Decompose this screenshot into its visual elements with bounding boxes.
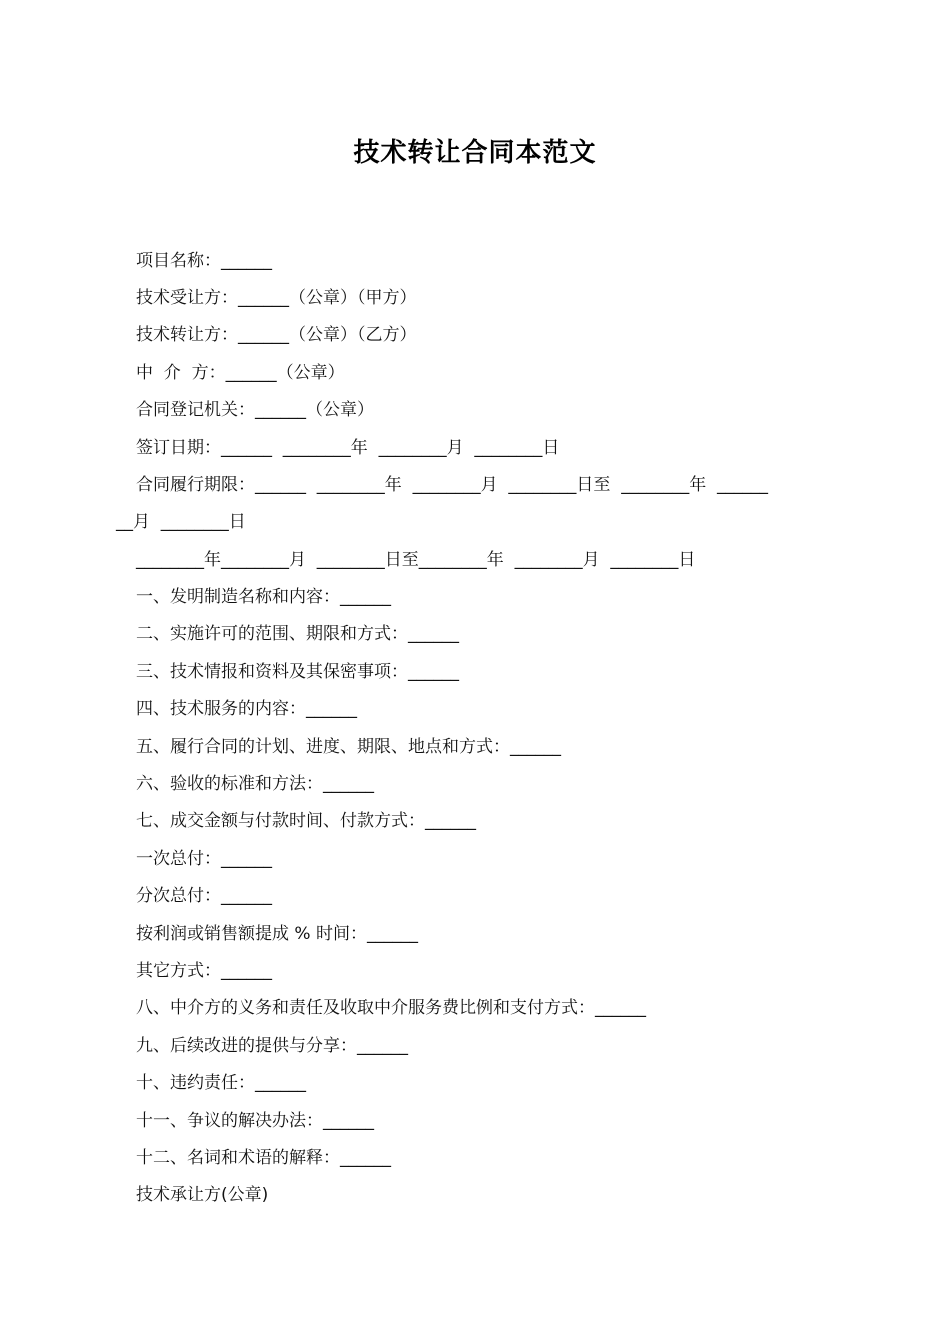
clause-6: 六、验收的标准和方法：______: [136, 774, 374, 794]
clause-5: 五、履行合同的计划、进度、期限、地点和方式：______: [136, 737, 561, 757]
clause-12: 十二、名词和术语的解释：______: [136, 1148, 391, 1168]
field-performance-period: 合同履行期限：______ ________年 ________月 ________日至 ________年 ______: [136, 475, 769, 495]
document-title: 技术转让合同本范文: [353, 138, 597, 168]
clause-2: 二、实施许可的范围、期限和方式：______: [136, 624, 459, 644]
field-transferor: 技术转让方：______（公章）（乙方）: [136, 325, 417, 345]
field-performance-period-continued: __月 ________日: [116, 512, 246, 532]
field-signing-date: 签订日期：______ ________年 ________月 ________日: [136, 438, 560, 458]
clause-7: 七、成交金额与付款时间、付款方式：______: [136, 811, 476, 831]
clause-3: 三、技术情报和资料及其保密事项：______: [136, 662, 459, 682]
field-date-range: ________年________月 ________日至________年 ________月 ________日: [136, 550, 696, 570]
clause-1: 一、发明制造名称和内容：______: [136, 587, 391, 607]
signature-transferee: 技术承让方(公章): [136, 1185, 269, 1205]
clause-8: 八、中介方的义务和责任及收取中介服务费比例和支付方式：______: [136, 998, 646, 1018]
field-project-name: 项目名称：______: [136, 251, 272, 271]
payment-lump-sum: 一次总付：______: [136, 849, 272, 869]
field-intermediary: 中 介 方：______（公章）: [136, 363, 345, 383]
payment-other: 其它方式：______: [136, 961, 272, 981]
clause-4: 四、技术服务的内容：______: [136, 699, 357, 719]
field-transferee: 技术受让方：______（公章）（甲方）: [136, 288, 417, 308]
payment-installments: 分次总付：______: [136, 886, 272, 906]
clause-11: 十一、争议的解决办法：______: [136, 1111, 374, 1131]
clause-9: 九、后续改进的提供与分享：______: [136, 1036, 408, 1056]
clause-10: 十、违约责任：______: [136, 1073, 306, 1093]
field-registration-authority: 合同登记机关：______（公章）: [136, 400, 374, 420]
payment-royalty: 按利润或销售额提成 % 时间：______: [136, 924, 418, 944]
